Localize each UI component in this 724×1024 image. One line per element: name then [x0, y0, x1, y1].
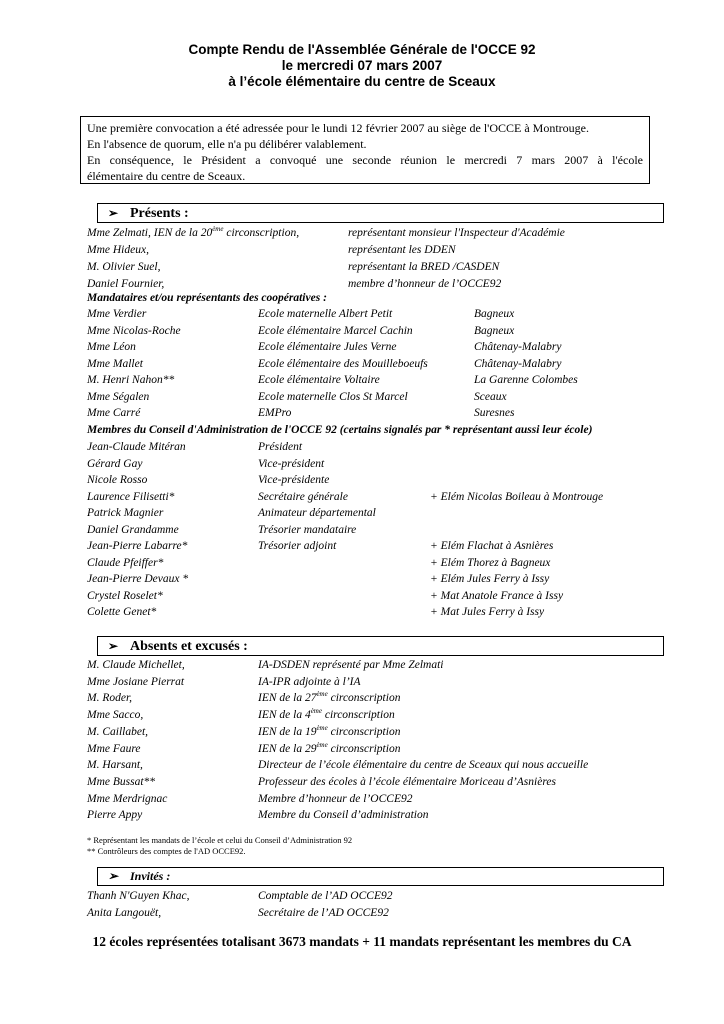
- mandataire-school: Ecole maternelle Albert Petit: [258, 308, 393, 320]
- official-name-text: Mme Zelmati, IEN de la 20: [87, 227, 213, 239]
- mandataire-name: Mme Léon: [87, 341, 136, 353]
- official-name: [87, 225, 299, 241]
- ca-member-school: + Mat Anatole France à Issy: [430, 589, 564, 602]
- section-title: Invités :: [130, 869, 171, 883]
- ca-member-role: Animateur départemental: [258, 507, 376, 519]
- absent-name: Mme Sacco,: [87, 709, 144, 722]
- absent-role: [258, 724, 400, 740]
- mandataire-name: Mme Mallet: [87, 357, 143, 370]
- section-title: Absents et excusés :: [130, 639, 248, 654]
- ca-member-role: Vice-président: [258, 457, 325, 470]
- intro-paragraph-2: En l'absence de quorum, elle n'a pu délibérer valablement.: [87, 137, 367, 151]
- total-summary: 12 écoles représentées totalisant 3673 mandats + 11 mandats représentant les membres du CA: [92, 934, 632, 949]
- mandataire-school: EMPro: [258, 407, 292, 419]
- arrow-bullet-icon: ➢: [108, 206, 119, 220]
- absent-role-text: Professeur des écoles à l’école élémentaire Moriceau d’Asnières: [258, 775, 556, 788]
- absent-name: Mme Bussat**: [87, 775, 156, 788]
- section-invites: [97, 867, 664, 886]
- footnote-single-star: * Représentant les mandats de l’école et celui du Conseil d’Administration 92: [87, 835, 353, 845]
- invite-role: Comptable de l’AD OCCE92: [258, 890, 393, 902]
- absent-role: [258, 657, 443, 673]
- ordinal-suffix: ème: [212, 225, 224, 234]
- absent-role-text: Membre d’honneur de l’OCCE92: [258, 792, 413, 805]
- mandataire-name: Mme Nicolas-Roche: [87, 324, 181, 337]
- arrow-bullet-icon: ➢: [108, 639, 119, 653]
- ca-member-name: Claude Pfeiffer*: [87, 556, 164, 569]
- ca-member-school: + Elém Flachat à Asnières: [430, 540, 554, 552]
- mandataire-city: Bagneux: [474, 308, 515, 320]
- ordinal-suffix: ème: [316, 690, 328, 699]
- invite-role: Secrétaire de l’AD OCCE92: [258, 906, 389, 919]
- ca-member-role: Secrétaire générale: [258, 490, 348, 503]
- mandataire-school: Ecole élémentaire Jules Verne: [258, 341, 397, 353]
- absent-role-suffix: circonscription: [327, 692, 401, 705]
- mandataire-city: Bagneux: [474, 324, 515, 337]
- absent-role-text: IEN de la 4: [258, 709, 311, 722]
- ca-member-name: Jean-Claude Mitéran: [87, 441, 186, 453]
- intro-paragraph-4: élémentaire du centre de Sceaux.: [87, 169, 246, 183]
- invite-name: Thanh N'Guyen Khac,: [87, 890, 190, 902]
- absent-name: M. Roder,: [87, 692, 133, 705]
- mandataire-city: Châtenay-Malabry: [474, 341, 562, 353]
- mandataire-school: Ecole élémentaire Marcel Cachin: [258, 324, 413, 337]
- absent-role: [258, 757, 588, 773]
- official-name-text: Mme Hideux,: [87, 244, 149, 256]
- mandataire-name: Mme Ségalen: [87, 390, 150, 403]
- mandataire-name: Mme Verdier: [87, 308, 147, 320]
- meeting-location: à l’école élémentaire du centre de Sceaux: [228, 74, 496, 89]
- mandataire-school: Ecole maternelle Clos St Marcel: [258, 390, 408, 403]
- mandataires-heading: Mandataires et/ou représentants des coopératives :: [87, 292, 327, 304]
- absent-role-suffix: circonscription: [321, 709, 395, 722]
- mandataire-city: La Garenne Colombes: [474, 374, 578, 386]
- section-presents: [97, 203, 664, 223]
- absent-role: [258, 741, 400, 757]
- absent-role: [258, 690, 400, 706]
- intro-box: [80, 116, 650, 184]
- arrow-bullet-icon: ➢: [108, 869, 119, 883]
- absent-role-text: IEN de la 27: [258, 692, 317, 705]
- absent-role: [258, 807, 428, 823]
- ca-member-role: Trésorier adjoint: [258, 540, 337, 552]
- ca-member-role: Président: [258, 441, 303, 453]
- absent-role: [258, 707, 395, 723]
- official-name-text: Daniel Fournier,: [87, 278, 165, 290]
- official-role: représentant monsieur l'Inspecteur d'Académie: [348, 227, 565, 239]
- mandataire-school: Ecole élémentaire des Mouilleboeufs: [258, 357, 428, 370]
- invite-name: Anita Langouët,: [87, 906, 162, 919]
- ca-member-school: + Elém Nicolas Boileau à Montrouge: [430, 490, 604, 503]
- ca-member-school: + Mat Jules Ferry à Issy: [430, 606, 545, 618]
- official-name-suffix: circonscription,: [223, 227, 300, 239]
- absent-name: Mme Josiane Pierrat: [87, 675, 185, 688]
- absent-role-text: IEN de la 29: [258, 742, 317, 755]
- mandataire-name: M. Henri Nahon**: [87, 374, 175, 386]
- mandataire-city: Sceaux: [474, 390, 507, 403]
- absent-name: Pierre Appy: [87, 809, 143, 822]
- ca-member-name: Colette Genet*: [87, 606, 157, 618]
- absent-name: M. Harsant,: [87, 759, 143, 772]
- intro-paragraph-3: En conséquence, le Président a convoqué une seconde réunion le mercredi 7 mars 2007 à l'école: [87, 153, 643, 167]
- absent-role-text: IA-DSDEN représenté par Mme Zelmati: [258, 659, 444, 671]
- ca-member-name: Jean-Pierre Devaux *: [87, 573, 189, 585]
- ca-member-name: Laurence Filisetti*: [87, 490, 175, 503]
- official-role: représentant la BRED /CASDEN: [348, 261, 500, 273]
- ca-heading: Membres du Conseil d'Administration de l'OCCE 92 (certains signalés par * représentant aussi leur école): [87, 424, 593, 436]
- official-name: [87, 259, 160, 275]
- absent-name: M. Claude Michellet,: [87, 659, 185, 671]
- absent-name: M. Caillabet,: [87, 725, 149, 738]
- ca-member-name: Patrick Magnier: [87, 507, 164, 519]
- absent-name: Mme Faure: [87, 742, 141, 755]
- absent-role-text: IA-IPR adjointe à l’IA: [258, 675, 361, 688]
- mandataire-city: Suresnes: [474, 407, 515, 419]
- ca-member-name: Jean-Pierre Labarre*: [87, 540, 188, 552]
- absent-role: [258, 791, 412, 807]
- ca-member-role: Vice-présidente: [258, 474, 330, 486]
- absent-name: Mme Merdrignac: [87, 792, 168, 805]
- absent-role-text: Directeur de l’école élémentaire du centre de Sceaux qui nous accueille: [258, 759, 589, 772]
- ca-member-role: Trésorier mandataire: [258, 523, 357, 536]
- section-title: Présents :: [130, 206, 189, 221]
- intro-paragraph-1: Une première convocation a été adressée pour le lundi 12 février 2007 au siège de l'OCCE à Montrouge.: [87, 121, 589, 135]
- ca-member-name: Gérard Gay: [87, 457, 143, 470]
- footnote-double-star: ** Contrôleurs des comptes de l'AD OCCE92.: [87, 846, 246, 856]
- absent-role-suffix: circonscription: [327, 742, 401, 755]
- ca-member-name: Daniel Grandamme: [87, 523, 179, 536]
- mandataire-city: Châtenay-Malabry: [474, 357, 562, 370]
- absent-role-text: Membre du Conseil d’administration: [258, 809, 429, 822]
- official-role: représentant les DDEN: [348, 244, 456, 256]
- document-title: Compte Rendu de l'Assemblée Générale de l'OCCE 92: [188, 42, 536, 57]
- official-role: membre d’honneur de l’OCCE92: [348, 278, 502, 290]
- ca-member-name: Crystel Roselet*: [87, 589, 163, 602]
- ca-member-name: Nicole Rosso: [87, 474, 148, 486]
- section-absents: [97, 636, 664, 656]
- ca-member-school: + Elém Jules Ferry à Issy: [430, 573, 550, 585]
- mandataire-school: Ecole élémentaire Voltaire: [258, 374, 380, 386]
- absent-role-text: IEN de la 19: [258, 725, 317, 738]
- official-name: [87, 242, 149, 258]
- mandataire-name: Mme Carré: [87, 407, 141, 419]
- official-name-text: M. Olivier Suel,: [87, 261, 161, 273]
- absent-role: [258, 774, 556, 790]
- meeting-date: le mercredi 07 mars 2007: [281, 58, 443, 73]
- ordinal-suffix: ème: [316, 723, 328, 732]
- ordinal-suffix: ème: [310, 707, 322, 716]
- ordinal-suffix: ème: [316, 740, 328, 749]
- absent-role-suffix: circonscription: [327, 725, 401, 738]
- absent-role: [258, 674, 361, 690]
- ca-member-school: + Elém Thorez à Bagneux: [430, 556, 551, 569]
